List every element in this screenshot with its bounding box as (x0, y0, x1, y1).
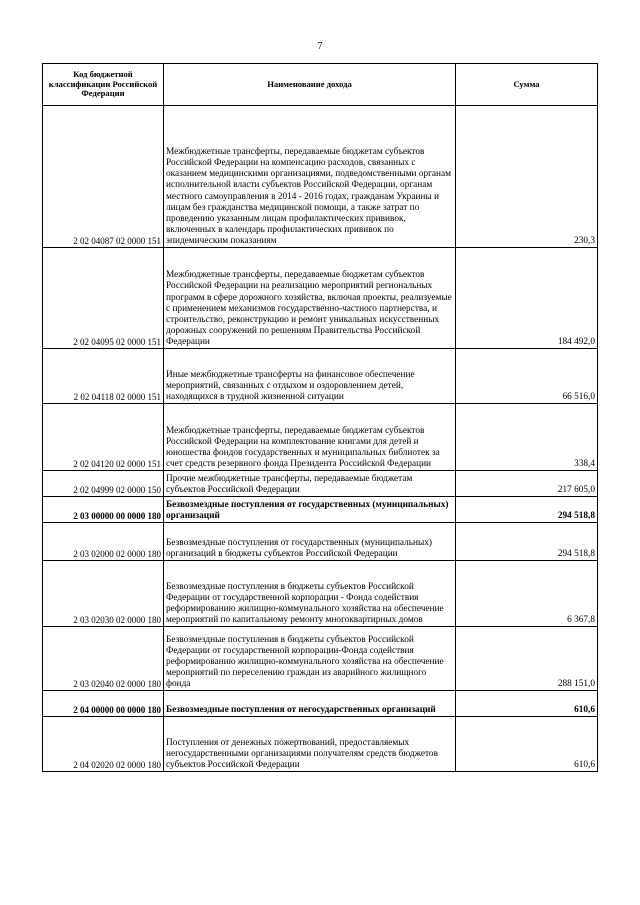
table-row (43, 691, 598, 717)
row-name: Иные межбюджетные трансферты на финансовое обеспечение мероприятий, связанных с отдыхом и оздоровлением детей, находящихся в трудной жизненной ситуации (164, 349, 456, 404)
table-header-row (43, 64, 598, 106)
table-row (43, 404, 598, 471)
table-row (43, 523, 598, 561)
row-amount: 610,6 (456, 691, 598, 717)
row-name: Безвозмездные поступления в бюджеты субъектов Российской Федерации от государственной корпорации-Фонда содействия реформированию жилищно-коммунального хозяйства на обеспечение мероприятий по переселению граждан из аварийного жилищного фонда (164, 627, 456, 691)
row-amount: 288 151,0 (456, 627, 598, 691)
row-code: 2 02 04999 02 0000 150 (43, 471, 164, 497)
header-amount: Сумма (456, 64, 598, 106)
table-row (43, 627, 598, 691)
row-code: 2 04 00000 00 0000 180 (43, 691, 164, 717)
table-row (43, 471, 598, 497)
row-amount: 184 492,0 (456, 248, 598, 349)
row-amount: 294 518,8 (456, 497, 598, 523)
row-code: 2 02 04095 02 0000 151 (43, 248, 164, 349)
page-number: 7 (317, 41, 323, 52)
table-row (43, 349, 598, 404)
row-name: Межбюджетные трансферты, передаваемые бюджетам субъектов Российской Федерации на реализацию мероприятий региональных программ в сфере дорожного хозяйства, включая проекты, реализуемые с применением механизмов государственно-частного партнерства, и строительство, реконструкцию и ремонт уникальных искусственных дорожных сооружений по решениям Правительства Российской Федерации (164, 248, 456, 349)
row-code: 2 03 02040 02 0000 180 (43, 627, 164, 691)
row-name: Межбюджетные трансферты, передаваемые бюджетам субъектов Российской Федерации на комплектование книгами для детей и юношества фондов государственных и муниципальных библиотек за счет средств резервного фонда Президента Российской Федерации (164, 404, 456, 471)
row-name: Безвозмездные поступления в бюджеты субъектов Российской Федерации от государственной корпорации - Фонда содействия реформированию жилищно-коммунального хозяйства на обеспечение мероприятий по капитальному ремонту многоквартирных домов (164, 561, 456, 627)
row-code: 2 03 02030 02 0000 180 (43, 561, 164, 627)
row-name: Безвозмездные поступления от государственных (муниципальных) организаций (164, 497, 456, 523)
row-name: Безвозмездные поступления от государственных (муниципальных) организаций в бюджеты субъектов Российской Федерации (164, 523, 456, 561)
table-row (43, 248, 598, 349)
row-name: Межбюджетные трансферты, передаваемые бюджетам субъектов Российской Федерации на компенсацию расходов, связанных с оказанием медицинскими организациями, подведомственными органам исполнительной власти субъектов Российской Федерации, органам местного самоуправления в 2014 - 2016 годах, гражданам Украины и лицам без гражданства медицинской помощи, а также затрат по проведению указанным лицам профилактических прививок, включенных в календарь профилактических прививок по эпидемическим показаниям (164, 106, 456, 248)
table-row (43, 717, 598, 772)
row-amount: 610,6 (456, 717, 598, 772)
row-amount: 294 518,8 (456, 523, 598, 561)
row-name: Безвозмездные поступления от негосударственных организаций (164, 691, 456, 717)
row-code: 2 04 02020 02 0000 180 (43, 717, 164, 772)
table-row (43, 497, 598, 523)
row-name: Поступления от денежных пожертвований, предоставляемых негосударственными организациями получателям средств бюджетов субъектов Российской Федерации (164, 717, 456, 772)
table-body (43, 106, 598, 772)
row-name: Прочие межбюджетные трансферты, передаваемые бюджетам субъектов Российской Федерации (164, 471, 456, 497)
table-row (43, 561, 598, 627)
row-code: 2 02 04120 02 0000 151 (43, 404, 164, 471)
row-amount: 230,3 (456, 106, 598, 248)
row-amount: 338,4 (456, 404, 598, 471)
row-amount: 217 605,0 (456, 471, 598, 497)
header-name: Наименование дохода (164, 64, 456, 106)
row-amount: 66 516,0 (456, 349, 598, 404)
row-code: 2 02 04087 02 0000 151 (43, 106, 164, 248)
row-amount: 6 367,8 (456, 561, 598, 627)
header-code: Код бюджетной классификации Российской Федерации (43, 64, 164, 106)
revenue-table (42, 63, 598, 772)
row-code: 2 03 02000 02 0000 180 (43, 523, 164, 561)
row-code: 2 02 04118 02 0000 151 (43, 349, 164, 404)
table-row (43, 106, 598, 248)
row-code: 2 03 00000 00 0000 180 (43, 497, 164, 523)
